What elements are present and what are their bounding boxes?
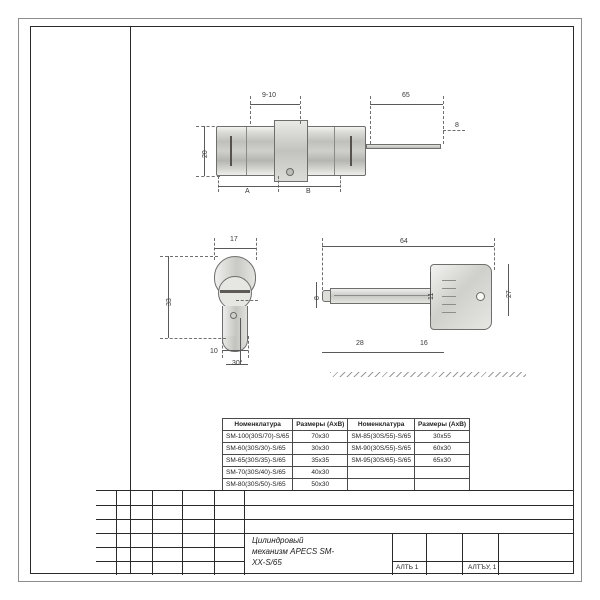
table-cell-empty (348, 479, 415, 491)
tb-rule-5 (96, 561, 244, 562)
tb-col-2 (152, 491, 153, 575)
tb-col-9 (498, 533, 499, 575)
dim-tip-label: 10 (210, 348, 218, 355)
table-cell-size: 40х30 (293, 467, 348, 479)
tb-col-8 (462, 533, 463, 575)
tb-rule-1 (96, 505, 574, 506)
leader-screw-hole (236, 300, 258, 301)
table-cell-size: 50х30 (293, 479, 348, 491)
drawing-title-line-1: Цилиндровый (252, 536, 304, 545)
key-blade-tip (322, 290, 331, 302)
cylinder-tail-bar (366, 144, 441, 149)
dim-line-key-tip-height (316, 282, 317, 308)
table-cell-nomenclature: SM-70(30S/40)-S/65 (223, 467, 293, 479)
dim-line-front-height (168, 256, 169, 338)
tb-rule-3 (96, 533, 574, 534)
ext-line-a-left (218, 176, 219, 192)
table-cell-size: 30х30 (293, 443, 348, 455)
tb-col-7 (426, 533, 427, 575)
ext-line-keyway-right (300, 96, 301, 124)
dim-height-label: 20 (202, 150, 209, 158)
cylinder-front-keyway-slot (220, 290, 250, 293)
table-cell-nomenclature: SM-100(30S/70)-S/65 (223, 431, 293, 443)
ext-line-key-total-right (494, 238, 495, 270)
table-row (223, 431, 470, 443)
dim-key-head-height-label: 27 (506, 290, 513, 298)
dim-tail-length-label: 65 (402, 92, 410, 99)
dim-line-a (218, 186, 278, 187)
dim-angle-label: 30° (232, 360, 243, 367)
key-blade-groove (334, 295, 430, 296)
table-cell-nomenclature: SM-90(30S/55)-S/65 (348, 443, 415, 455)
ext-line-tip-left (222, 336, 223, 358)
dim-front-width-label: 17 (230, 236, 238, 243)
table-header-cell: Номенклатура (223, 419, 293, 431)
dim-line-b (278, 186, 340, 187)
cylinder-screw-hole (286, 168, 294, 176)
dim-line-tail (370, 104, 443, 105)
dim-key-total-label: 64 (400, 238, 408, 245)
table-cell-nomenclature: SM-80(30S/50)-S/65 (223, 479, 293, 491)
ext-line-front-w-right (256, 238, 257, 260)
dim-line-key-total (322, 246, 494, 247)
ext-line-keyway-left (250, 96, 251, 124)
table-header-cell: Номенклатура (348, 419, 415, 431)
table-cell-size: 65х30 (414, 455, 469, 467)
ext-line-a-right (278, 176, 279, 192)
dim-line-keyway (250, 104, 300, 105)
cylinder-keyway-right (350, 136, 352, 166)
key-view (310, 248, 530, 368)
drawing-title-line-2: механизм APECS SM- (252, 547, 335, 556)
dim-b-label: B (306, 188, 311, 195)
table-cell-nomenclature: SM-60(30S/30)-S/65 (223, 443, 293, 455)
table-cell-size: 30х55 (414, 431, 469, 443)
tb-rule-2 (96, 519, 574, 520)
table-row (223, 479, 470, 491)
stamp-left-text: АЛТЬ 1 (396, 564, 419, 571)
title-block (96, 490, 574, 574)
angle-leg (240, 318, 241, 364)
cylinder-body-line-1 (246, 127, 247, 175)
dim-line-key-mid (408, 352, 444, 353)
cylinder-front-neck (222, 306, 248, 340)
dim-line-front-width (214, 248, 256, 249)
cylinder-front-plug (218, 276, 252, 310)
table-cell-empty (348, 467, 415, 479)
table-cell-nomenclature: SM-65(30S/35)-S/65 (223, 455, 293, 467)
tb-col-4 (214, 491, 215, 575)
ext-line-height-top (196, 126, 220, 127)
table-row (223, 467, 470, 479)
cylinder-keyway-left (230, 136, 232, 166)
key-blade (330, 288, 432, 304)
key-head-hole (476, 292, 485, 301)
dim-tail-thickness-label: 8 (455, 122, 459, 129)
table-cell-size: 70х30 (293, 431, 348, 443)
section-hatch-band (330, 372, 526, 377)
dim-line-tip (222, 350, 248, 351)
tb-rule-6 (392, 561, 574, 562)
cylinder-front-screw-hole (230, 312, 237, 319)
tb-col-3 (182, 491, 183, 575)
ext-line-thickness (443, 130, 465, 131)
ext-line-height-bottom (196, 176, 220, 177)
dim-key-blade-height-label: 11 (428, 292, 435, 300)
dim-key-tip-height-label: 8 (314, 296, 321, 300)
ext-line-tip-right (248, 336, 249, 358)
dim-keyway-label: 9-10 (262, 92, 277, 99)
ext-line-front-h-bottom (160, 338, 226, 339)
table-cell-size: 60х30 (414, 443, 469, 455)
table-header-row (223, 419, 470, 431)
dim-key-mid-label: 16 (420, 340, 428, 347)
table-cell-nomenclature: SM-95(30S/65)-S/65 (348, 455, 415, 467)
stamp-right-text: АЛТЪУ, 1 (468, 564, 497, 571)
table-row (223, 455, 470, 467)
ext-line-tail-end (443, 96, 444, 144)
dim-line-key-blade (322, 352, 408, 353)
ext-line-b-right (340, 176, 341, 192)
table-cell-empty (414, 479, 469, 491)
tb-col-1 (116, 491, 117, 575)
table-header-cell: Размеры (АхВ) (293, 419, 348, 431)
cylinder-top-view (216, 120, 446, 182)
key-head-grooves (442, 272, 460, 322)
table-cell-size: 35х35 (293, 455, 348, 467)
tb-rule-4 (96, 547, 244, 548)
table-cell-nomenclature: SM-85(30S/55)-S/65 (348, 431, 415, 443)
specification-table (222, 418, 470, 491)
table-row (223, 443, 470, 455)
dim-front-height-label: 33 (166, 298, 173, 306)
tb-col-5 (244, 491, 245, 575)
dim-a-label: A (245, 188, 250, 195)
dim-key-blade-label: 28 (356, 340, 364, 347)
table-cell-empty (414, 467, 469, 479)
drawing-title-line-3: XX-S/65 (252, 558, 282, 567)
tb-col-6 (392, 533, 393, 575)
table-header-cell: Размеры (АхВ) (414, 419, 469, 431)
cylinder-body-line-2 (334, 127, 335, 175)
